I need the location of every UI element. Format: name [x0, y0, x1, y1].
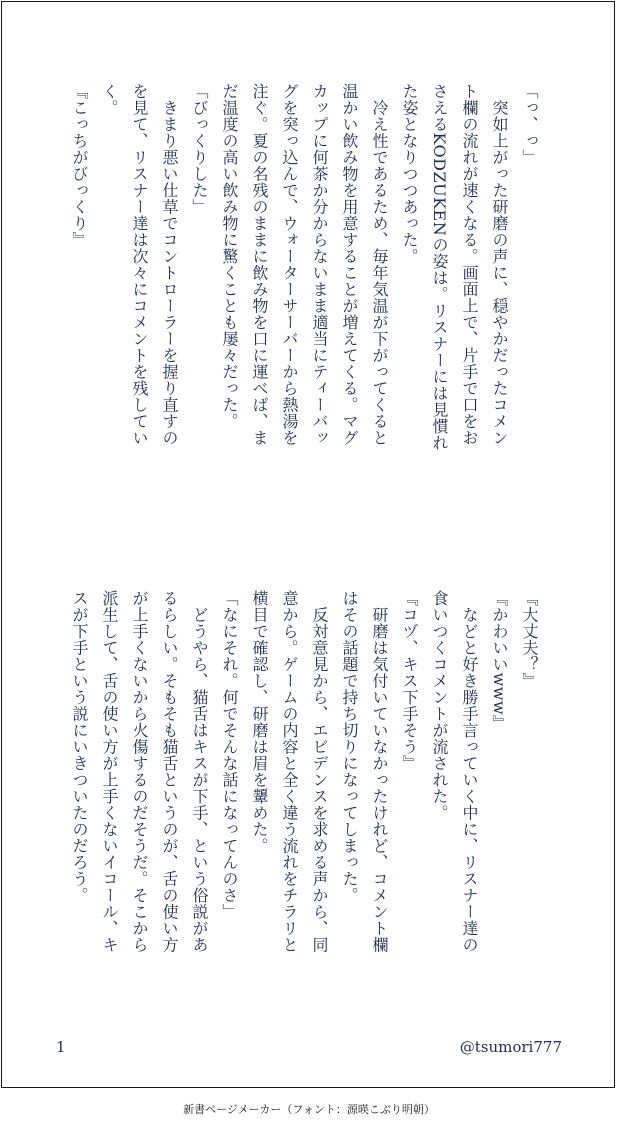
- text-line: カップに何茶か分からないまま適当にティーバッ: [310, 83, 329, 446]
- text-line: 『コヅ、キス下手そう』: [400, 590, 419, 772]
- text-line: が上手くないから火傷するのだそうだ。そこから: [130, 590, 149, 953]
- author-handle: @tsumori777: [459, 1038, 562, 1056]
- text-line: 「っ、っ」: [520, 83, 539, 166]
- text-line: どうやら、猫舌はキスが下手、という俗説があ: [190, 590, 209, 953]
- text-line: た姿となりつつあった。: [400, 83, 419, 265]
- text-line: 意から。ゲームの内容と全く違う流れをチラリと: [280, 590, 299, 953]
- text-line: 温かい飲み物を用意することが増えてくる。マグ: [340, 83, 359, 446]
- text-line: だ温度の高い飲み物に驚くことも屡々だった。: [220, 83, 239, 430]
- text-line: 『かわいいwww』: [490, 590, 509, 732]
- text-line: 冷え性であるため、毎年気温が下がってくると: [370, 83, 389, 446]
- footer-credit: 新書ページメーカー（フォント：源暎こぶり明朝）: [183, 1103, 435, 1116]
- text-line: などと好き勝手言っていく中に、リスナー達の: [460, 590, 479, 953]
- text-line: 『大丈夫？』: [520, 590, 539, 689]
- text-line: 横目で確認し、研磨は眉を顰めた。: [250, 590, 269, 854]
- text-line: 研磨は気付いていなかったけれど、コメント欄: [370, 590, 389, 953]
- text-line: ト欄の流れが速くなる。画面上で、片手で口をお: [460, 83, 479, 446]
- text-line: 『こっちがびっくり』: [70, 83, 89, 248]
- text-line: 「びっくりした」: [190, 83, 209, 215]
- text-line: きまり悪い仕草でコントローラーを握り直すの: [160, 83, 179, 446]
- text-line: さえるKODZUKENの姿は。リスナーには見慣れ: [430, 83, 449, 451]
- text-line: 反対意見から、エビデンスを求める声から、同: [310, 590, 329, 953]
- top-text-block: [64, 83, 544, 533]
- text-line: スが下手という説にいきついたのだろう。: [70, 590, 89, 904]
- text-line: 突如上がった研磨の声に、穏やかだったコメン: [490, 83, 509, 446]
- text-line: グを突っ込んで、ウォーターサーバーから熱湯を: [280, 83, 299, 446]
- text-line: 食いつくコメントが流された。: [430, 590, 449, 821]
- text-line: 派生して、舌の使い方が上手くないイコール、キ: [100, 590, 119, 953]
- text-line: るらしい。そもそも猫舌というのが、舌の使い方: [160, 590, 179, 953]
- book-page: [1, 1, 615, 1088]
- text-line: 注ぐ。夏の名残のままに飲み物を口に運べば、ま: [250, 83, 269, 446]
- text-line: 「なにそれ。何でそんな話になってんのさ」: [220, 590, 239, 920]
- page-number: 1: [56, 1038, 66, 1056]
- bottom-text-block: [64, 590, 544, 1035]
- text-line: を見て、リスナー達は次々にコメントを残してい: [130, 83, 149, 446]
- text-line: はその話題で持ち切りになってしまった。: [340, 590, 359, 904]
- text-line: く。: [100, 83, 119, 116]
